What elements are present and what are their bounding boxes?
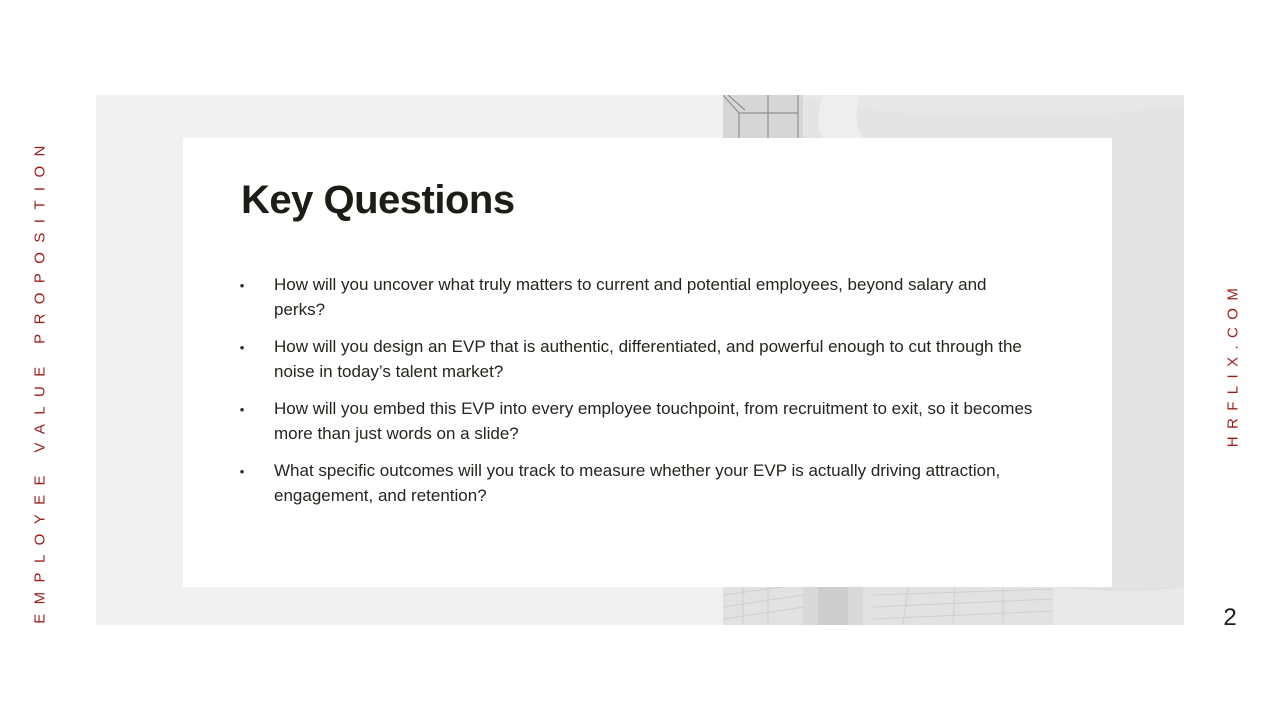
question-text: How will you embed this EVP into every employee touchpoint, from recruitment to exit, so it becomes more than just words on a slide? [274,399,1033,443]
bullet-icon: • [239,278,245,293]
list-item [236,458,1036,508]
question-text: What specific outcomes will you track to measure whether your EVP is actually driving attraction, engagement, and retention? [274,461,1001,505]
list-item [236,334,1036,384]
bullet-icon: • [239,340,245,355]
side-label-right: HRFLIX.COM [1224,280,1242,448]
question-text: How will you design an EVP that is authentic, differentiated, and powerful enough to cut through the noise in today’s talent market? [274,337,1022,381]
list-item [236,396,1036,446]
bullet-icon: • [239,464,245,479]
question-text: How will you uncover what truly matters to current and potential employees, beyond salary and perks? [274,275,987,319]
side-label-left: EMPLOYEE VALUE PROPOSITION [31,136,49,624]
slide-title: Key Questions [241,178,515,222]
list-item [236,272,1036,322]
page-number: 2 [1223,604,1237,631]
question-list [236,272,1036,520]
bullet-icon: • [239,402,245,417]
